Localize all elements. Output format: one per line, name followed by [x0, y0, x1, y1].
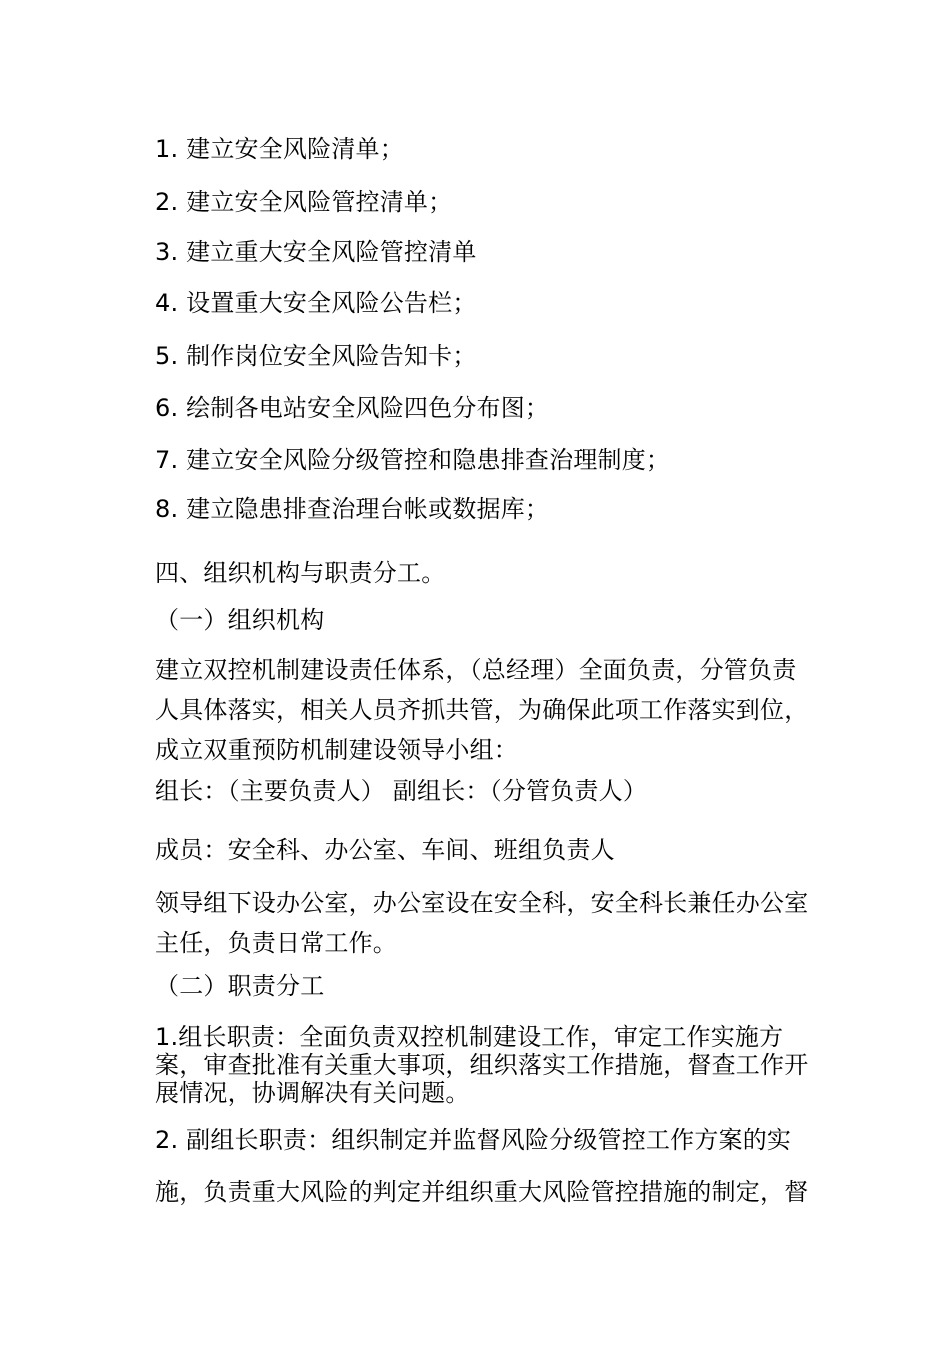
list-item-5: 5. 制作岗位安全风险告知卡； [155, 342, 477, 370]
duty-2-line: 2. 副组长职责：组织制定并监督风险分级管控工作方案的实 [155, 1126, 792, 1154]
list-item-3: 3. 建立重大安全风险管控清单 [155, 238, 477, 266]
subsection-heading-duties: （二）职责分工 [155, 972, 325, 1000]
list-item-1: 1. 建立安全风险清单； [155, 135, 404, 163]
list-item-8: 8. 建立隐患排查治理台帐或数据库； [155, 495, 550, 523]
office-line: 主任，负责日常工作。 [155, 929, 397, 957]
duty-2-line: 施，负责重大风险的判定并组织重大风险管控措施的制定，督 [155, 1178, 809, 1206]
list-item-4: 4. 设置重大安全风险公告栏； [155, 289, 477, 317]
paragraph-line: 成立双重预防机制建设领导小组： [155, 736, 518, 764]
subsection-heading-organization: （一）组织机构 [155, 606, 325, 634]
list-item-2: 2. 建立安全风险管控清单； [155, 188, 453, 216]
list-item-6: 6. 绘制各电站安全风险四色分布图； [155, 394, 550, 422]
duty-1-line: 1.组长职责：全面负责双控机制建设工作，审定工作实施方 [155, 1023, 784, 1051]
duty-1-line: 展情况，协调解决有关问题。 [155, 1079, 470, 1107]
section-heading: 四、组织机构与职责分工。 [155, 559, 446, 587]
leaders-line: 组长：（主要负责人） 副组长：（分管负责人） [155, 777, 648, 805]
members-line: 成员：安全科、办公室、车间、班组负责人 [155, 836, 615, 864]
paragraph-line: 建立双控机制建设责任体系，（总经理）全面负责，分管负责 [155, 656, 797, 684]
list-item-7: 7. 建立安全风险分级管控和隐患排查治理制度； [155, 446, 671, 474]
duty-1-line: 案，审查批准有关重大事项，组织落实工作措施，督查工作开 [155, 1051, 809, 1079]
paragraph-line: 人具体落实，相关人员齐抓共管，为确保此项工作落实到位， [155, 696, 809, 724]
office-line: 领导组下设办公室，办公室设在安全科，安全科长兼任办公室 [155, 889, 809, 917]
